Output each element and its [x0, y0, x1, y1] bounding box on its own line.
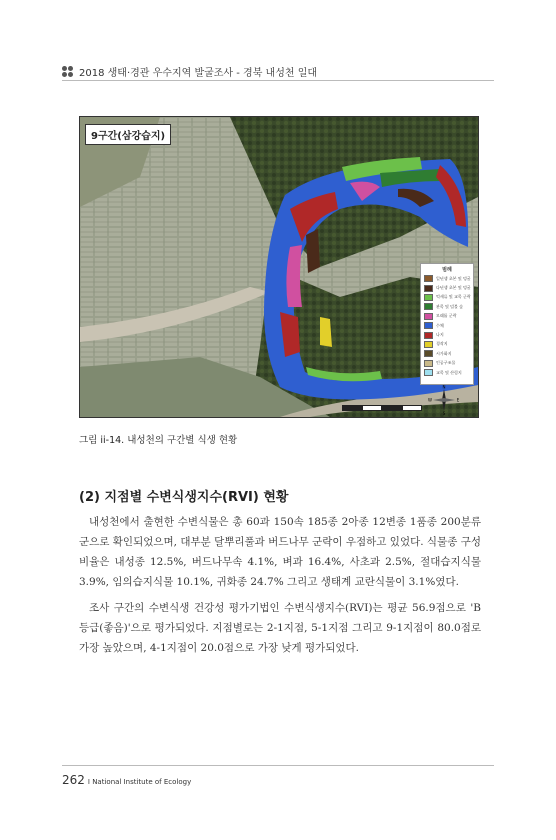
page-footer [62, 773, 191, 787]
figure-caption: 그림 ii-14. 내성천의 구간별 식생 현황 [79, 435, 238, 446]
compass-e: E [456, 397, 460, 403]
paragraph-1 [79, 512, 481, 592]
legend-swatch [424, 332, 433, 339]
legend-swatch [424, 294, 433, 301]
legend-swatch [424, 303, 433, 310]
legend-title: 범례 [442, 267, 452, 273]
page-number: 262 [62, 773, 85, 787]
compass-w: W [428, 397, 432, 403]
legend-swatch [424, 313, 433, 320]
aerial-map-image [80, 117, 478, 417]
legend-item [421, 330, 473, 339]
legend-swatch [424, 322, 433, 329]
legend-item [421, 340, 473, 349]
legend-label: 억새류 및 교목 군락 [436, 294, 471, 300]
legend-label: 일년생 초본 및 덩굴 [436, 275, 471, 281]
legend-item [421, 359, 473, 368]
compass-rose-icon [428, 385, 460, 415]
running-header [62, 64, 317, 79]
legend-swatch [424, 341, 433, 348]
legend-item [421, 274, 473, 283]
legend-swatch [424, 369, 433, 376]
legend-label: 교목 및 산림지 [436, 369, 462, 375]
legend-swatch [424, 275, 433, 282]
legend-item [421, 302, 473, 311]
legend-item [421, 349, 473, 358]
legend-label: 수체 [436, 322, 444, 328]
footer-rule [62, 765, 494, 766]
section-title: (2) 지점별 수변식생지수(RVI) 현황 [79, 490, 289, 505]
compass-n: N [442, 385, 446, 390]
legend-swatch [424, 360, 433, 367]
map-title: 9구간(삼강습지) [85, 124, 171, 145]
legend-item [421, 312, 473, 321]
header-dots-icon [62, 66, 73, 77]
legend-label: 시가화지 [436, 350, 452, 356]
legend-item [421, 283, 473, 292]
footer-org: I National Institute of Ecology [87, 778, 192, 786]
legend-label: 나지 [436, 332, 444, 338]
legend-item [421, 321, 473, 330]
legend-label: 인공구조물 [436, 360, 456, 366]
map-scale-bar [342, 405, 422, 410]
legend-label: 관목 및 덤불 숲 [436, 303, 463, 309]
paragraph-2-text: 조사 구간의 수변식생 건강성 평가기법인 수변식생지수(RVI)는 평균 56.9점으로 'B등급(좋음)'으로 평가되었다. 지점별로는 2-1지점, 5-1지점 그리고 9-1지점이 80.0점로 가장 높았으며, 4-1지점이 20.0점으로 가장 낮게 평가되었다. [79, 602, 481, 654]
header-text: 2018 생태·경관 우수지역 발굴조사 - 경북 내성천 일대 [79, 68, 318, 79]
legend-label: 모래톱 군락 [436, 313, 457, 319]
legend-swatch [424, 350, 433, 357]
vegetation-map-figure [79, 116, 479, 418]
legend-item [421, 293, 473, 302]
legend-item [421, 368, 473, 377]
compass-s: S [442, 411, 446, 415]
paragraph-1-text: 내성천에서 출현한 수변식물은 총 60과 150속 185종 2아종 12변종 1품종 200분류군으로 확인되었으며, 대부분 달뿌리풀과 버드나무 군락이 우점하고 있었다. 식물종 구성비율은 내성종 12.5%, 버드나무속 4.1%, 벼과 16.4%, 사초과 2.5%, 절대습지식물 3.9%, 임의습지식물 10.1%, 귀화종 24.7% 그리고 생태계 교란식물이 3.1%였다. [79, 516, 481, 588]
legend-label: 다년생 초본 및 덩굴 [436, 285, 471, 291]
paragraph-2 [79, 598, 481, 658]
legend-label: 경작지 [436, 341, 448, 347]
header-rule [62, 80, 494, 81]
legend-swatch [424, 285, 433, 292]
map-legend [420, 263, 474, 385]
